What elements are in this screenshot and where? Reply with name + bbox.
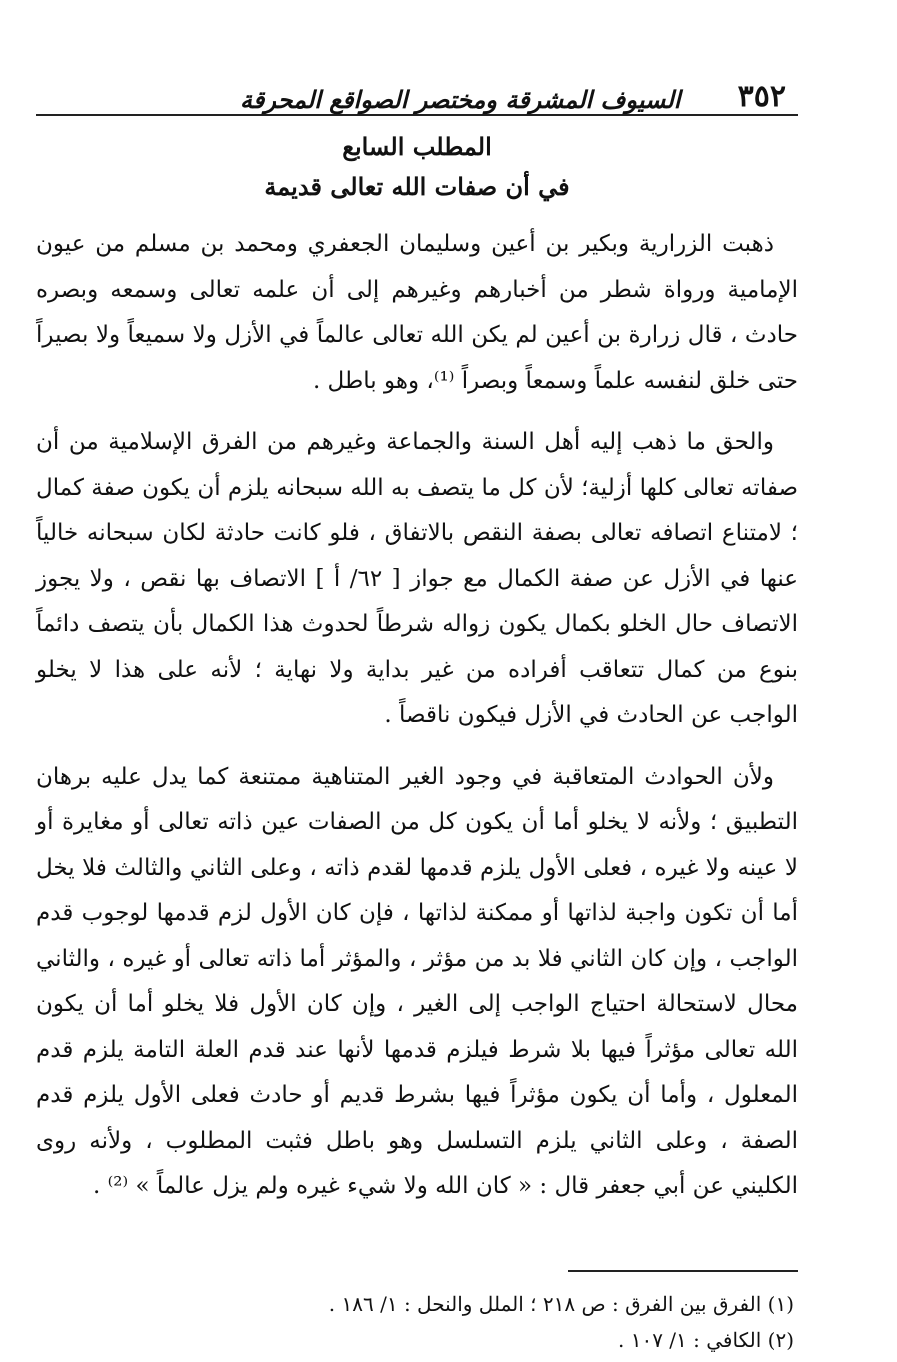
- body-text: [36, 222, 798, 1210]
- section-title: المطلب السابع: [342, 132, 492, 161]
- footnote-divider: [568, 1270, 798, 1272]
- footnote: (١) الفرق بين الفرق : ص ٢١٨ ؛ الملل والنحل : ١/ ١٨٦ .: [328, 1291, 794, 1316]
- running-title: السيوف المشرقة ومختصر الصواقع المحرقة: [240, 85, 681, 114]
- paragraph: ولأن الحوادث المتعاقبة في وجود الغير المتناهية ممتنعة كما يدل عليه برهان التطبيق ؛ ولأنه لا يخلو أما أن يكون كل من الصفات عين ذاته تعالى أو مغايرة أو لا عينه ولا غيره ، فعلى الأول يلزم قدمها لقدم ذاته ، وعلى الثاني والثالث فلا يخل أما أن تكون واجبة لذاتها أو ممكنة لذاتها ، فإن كان الأول لزم قدمها لوجوب قدم الواجب ، وإن كان الثاني فلا بد من مؤثر ، والمؤثر أما ذاته تعالى أو غيره ، والثاني محال لاستحالة احتياج الواجب إلى الغير ، وإن كان الأول فلا يخلو أما أن يكون الله تعالى مؤثراً فيها بلا شرط فيلزم قدمها لأنها عند قدم العلة التامة يلزم قدم المعلول ، وأما أن يكون مؤثراً فيها بشرط قديم أو حادث فعلى الأول يلزم قدم الصفة ، وعلى الثاني يلزم التسلسل وهو باطل فثبت المطلوب ، ولأنه روى الكليني عن أبي جعفر قال : « كان الله ولا شيء غيره ولم يزل عالماً » ⁽²⁾ .: [36, 763, 798, 1199]
- footnotes: [36, 1286, 798, 1358]
- paragraph: ذهبت الزرارية وبكير بن أعين وسليمان الجعفري ومحمد بن مسلم من عيون الإمامية ورواة شطر من أخبارهم وغيرهم إلى أن علمه تعالى وسمعه وبصره حادث ، قال زرارة بن أعين لم يكن الله تعالى عالماً في الأزل ولا سميعاً ولا بصيراً حتى خلق لنفسه علماً وسمعاً وبصراً ⁽¹⁾، وهو باطل .: [36, 231, 798, 394]
- paragraph: والحق ما ذهب إليه أهل السنة والجماعة وغيرهم من الفرق الإسلامية من أن صفاته تعالى كلها أزلية؛ لأن كل ما يتصف به الله سبحانه يلزم أن يكون صفة كمال ؛ لامتناع اتصافه تعالى بصفة النقص بالاتفاق ، فلو كانت حادثة لكان سبحانه خالياً عنها في الأزل عن صفة الكمال مع جواز [ ٦٢/ أ ] الاتصاف بها نقص ، ولا يجوز الاتصاف حال الخلو بكمال يكون زواله شرطاً لحدوث هذا الكمال بأن يتصف دائماً بنوع من كمال تتعاقب أفراده من غير بداية ولا نهاية ؛ لأنه على هذا لا يخلو الواجب عن الحادث في الأزل فيكون ناقصاً .: [36, 429, 798, 728]
- book-page: [36, 66, 798, 1358]
- footnote: (٢) الكافي : ١/ ١٠٧ .: [617, 1327, 794, 1352]
- section-subtitle: في أن صفات الله تعالى قديمة: [264, 172, 570, 201]
- page-header: [36, 66, 798, 116]
- page-number: ٣٥٢: [737, 79, 786, 114]
